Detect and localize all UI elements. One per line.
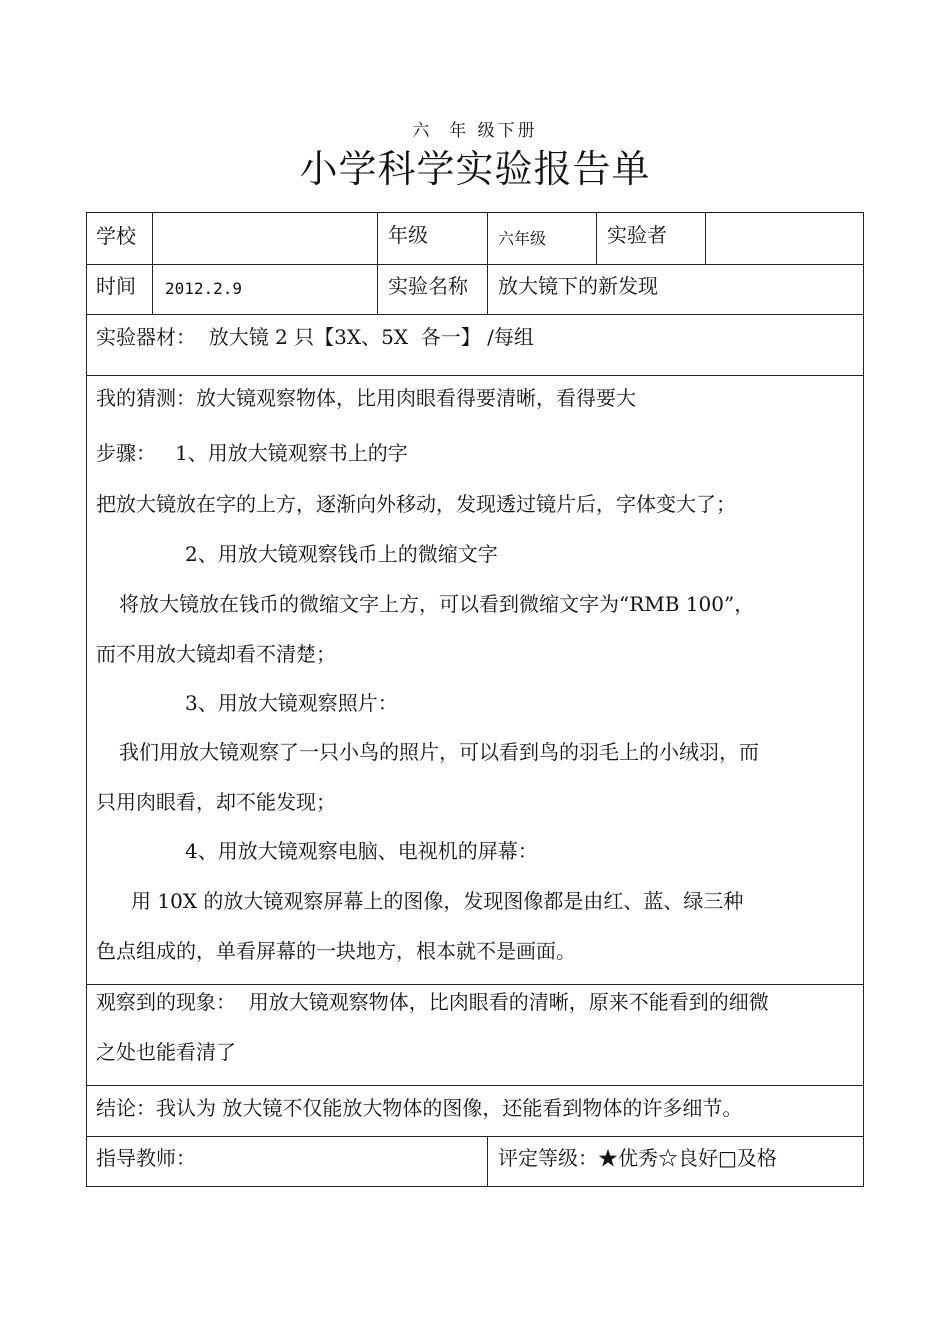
observation-line: 观察到的现象： 用放大镜观察物体，比肉眼看的清晰，原来不能看到的细微 bbox=[96, 990, 769, 1014]
step-line: 2、用放大镜观察钱币上的微缩文字 bbox=[185, 542, 498, 566]
report-title: 小学科学实验报告单 bbox=[299, 147, 651, 191]
observation-line: 之处也能看清了 bbox=[96, 1040, 236, 1064]
step-line: 我们用放大镜观察了一只小鸟的照片，可以看到鸟的羽毛上的小绒羽，而 bbox=[119, 740, 759, 764]
step-line: 用 10X 的放大镜观察屏幕上的图像，发现图像都是由红、蓝、绿三种 bbox=[131, 889, 744, 913]
rating-text: 评定等级：★优秀☆良好□及格 bbox=[498, 1146, 777, 1170]
conclusion-text: 结论：我认为 放大镜不仅能放大物体的图像，还能看到物体的许多细节。 bbox=[96, 1096, 743, 1120]
col-divider bbox=[596, 213, 597, 264]
step-line: 而不用放大镜却看不清楚； bbox=[96, 642, 336, 666]
row-divider bbox=[87, 1085, 863, 1086]
grade-value: 六年级 bbox=[498, 229, 547, 248]
row-divider bbox=[87, 314, 863, 315]
experimenter-label: 实验者 bbox=[607, 223, 667, 247]
step-line: 3、用放大镜观察照片： bbox=[185, 691, 398, 715]
step-line: 步骤： 1、用放大镜观察书上的字 bbox=[96, 441, 408, 465]
row-divider bbox=[87, 1136, 863, 1137]
grade-label: 年级 bbox=[388, 223, 428, 247]
step-line: 色点组成的，单看屏幕的一块地方，根本就不是画面。 bbox=[96, 939, 576, 963]
step-line: 把放大镜放在字的上方，逐渐向外移动，发现透过镜片后，字体变大了； bbox=[96, 492, 736, 516]
step-line: 只用肉眼看，却不能发现； bbox=[96, 790, 336, 814]
step-line: 将放大镜放在钱币的微缩文字上方，可以看到微缩文字为“RMB 100”， bbox=[119, 592, 755, 616]
time-label: 时间 bbox=[96, 274, 136, 298]
step-line: 4、用放大镜观察电脑、电视机的屏幕： bbox=[185, 839, 538, 863]
experiment-name-value: 放大镜下的新发现 bbox=[498, 274, 658, 298]
time-value: 2012.2.9 bbox=[165, 279, 243, 298]
school-label: 学校 bbox=[96, 224, 136, 248]
hypothesis-text: 我的猜测：放大镜观察物体，比用肉眼看得要清晰，看得要大 bbox=[96, 386, 636, 410]
row-divider bbox=[87, 264, 863, 265]
teacher-label: 指导教师： bbox=[96, 1146, 196, 1170]
col-divider bbox=[487, 213, 488, 314]
row-divider bbox=[87, 375, 863, 376]
report-table bbox=[86, 212, 864, 1187]
grade-semester-subtitle: 六 年 级下册 bbox=[412, 121, 538, 141]
col-divider bbox=[377, 213, 378, 314]
col-divider bbox=[152, 213, 153, 314]
row-divider bbox=[87, 984, 863, 985]
materials-text: 实验器材： 放大镜 2 只【3X、5X 各一】 /每组 bbox=[96, 325, 534, 349]
col-divider bbox=[705, 213, 706, 264]
experiment-name-label: 实验名称 bbox=[388, 274, 468, 298]
col-divider bbox=[487, 1136, 488, 1187]
